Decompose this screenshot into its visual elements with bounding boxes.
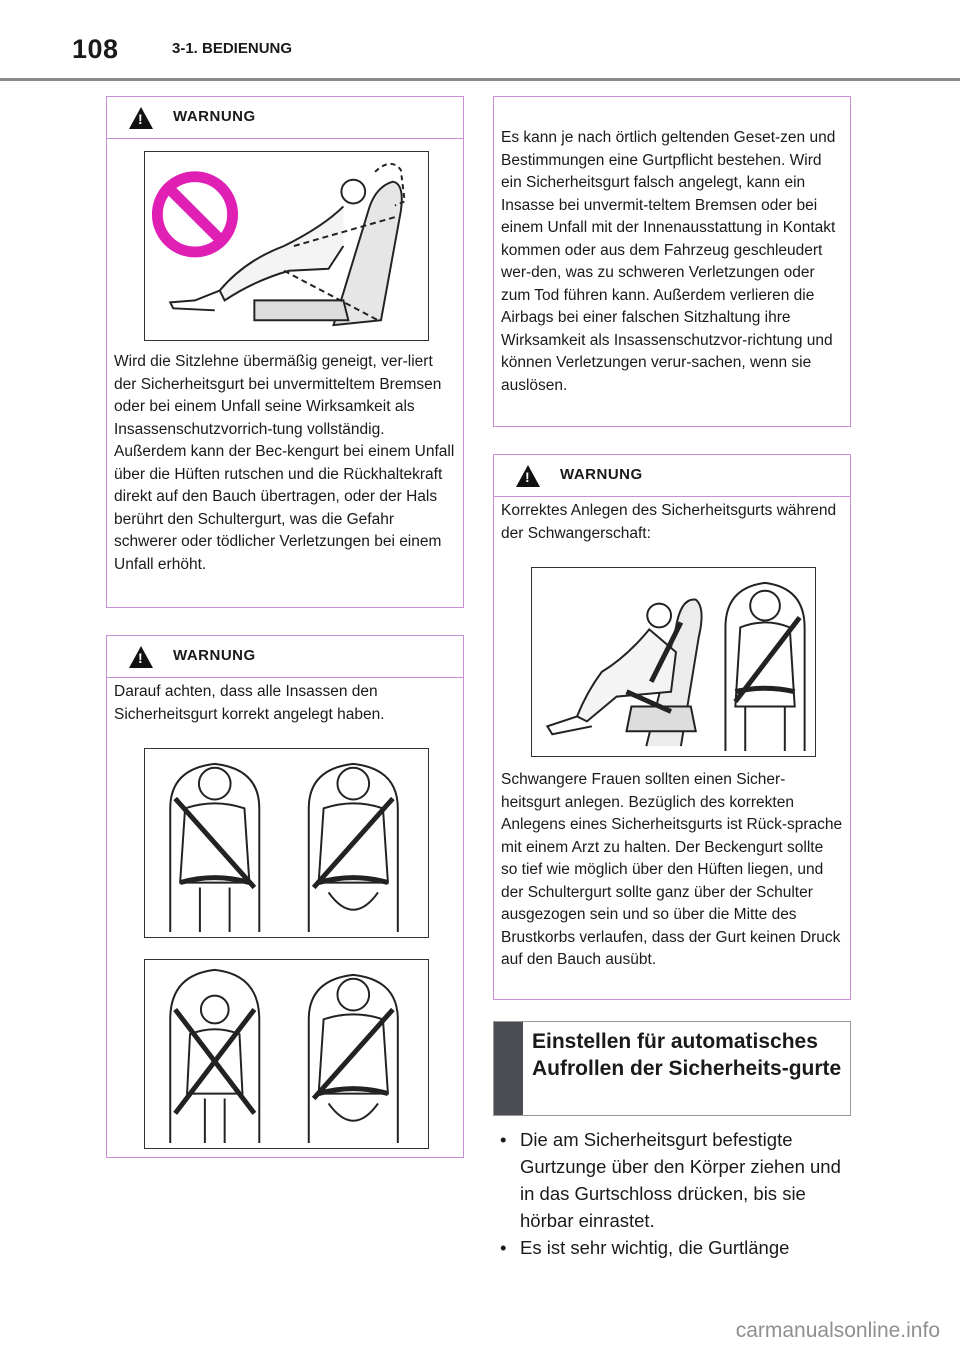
bullet-list [500,1126,860,1261]
warning-title: WARNUNG [173,108,256,125]
warning-body: Darauf achten, dass alle Insassen den Sicherheitsgurt korrekt angelegt haben. [114,683,385,723]
reclined-seat-figure [144,151,429,341]
pregnancy-seatbelt-figure [531,567,816,757]
continuation-box [493,96,851,427]
adults-seatbelt-illustration [145,749,428,937]
section-title: 3-1. BEDIENUNG [172,40,293,57]
warning-title: WARNUNG [560,466,643,483]
section-heading: Einstellen für automatisches Aufrollen der Sicherheits-gurte [532,1030,842,1080]
continuation-body: Es kann je nach örtlich geltenden Geset-zen und Bestimmungen eine Gurtpflicht bestehen. Wird ein Sicherheitsgurt falsch angelegt, kann ein Insasse bei unvermit-teltem Bremsen oder bei einem Unfall mit der Innenausstattung in Kontakt kommen oder aus dem Fahrzeug geschleudert wer-den, was zu schweren Verletzungen oder zum Tod führen kann. Außerdem verlieren die Airbags bei einer falschen Sitzhaltung ihre Wirksamkeit als Insassenschutzvor-richtung und können Verletzungen verur-sachen, wenn sie auslösen. [501,129,836,394]
warning-intro: Korrektes Anlegen des Sicherheitsgurts während der Schwangerschaft: [501,502,837,542]
child-adult-seatbelt-illustration [145,960,428,1148]
warning-box-pregnancy [493,454,851,1000]
bullet-item: • Die am Sicherheitsgurt befestigte Gurtzunge über den Körper ziehen und in das Gurtschloss drücken, bis sie hörbar einrastet. [500,1126,860,1234]
watermark: carmanualsonline.info [735,1319,940,1342]
warning-triangle-icon [129,107,153,129]
warning-triangle-icon [516,465,540,487]
warning-box-reclined-seat [106,96,464,608]
header-divider [0,78,960,81]
warning-body: Schwangere Frauen sollten einen Sicher-heitsgurt anlegen. Bezüglich des korrekten Anlegens eines Sicherheitsgurts ist Rück-sprache mit einem Arzt zu halten. Der Beckengurt sollte so tief wie möglich über den Hüften liegen, und der Schultergurt sollte ganz über der Schulter ausgezogen sein und so über die Mitte des Brustkorbs verlaufen, dass der Gurt keinen Druck auf den Bauch ausübt. [501,771,843,968]
reclined-seat-illustration [145,152,428,340]
pregnancy-seatbelt-illustration [532,568,815,756]
warning-title: WARNUNG [173,647,256,664]
warning-triangle-icon [129,646,153,668]
heading-accent-bar [494,1022,523,1115]
page-number: 108 [72,34,119,64]
bullet-item: • Es ist sehr wichtig, die Gurtlänge [500,1234,860,1261]
warning-body: Wird die Sitzlehne übermäßig geneigt, ver-liert der Sicherheitsgurt bei unvermitteltem Bremsen oder bei einem Unfall seine Wirksamkeit als Insassenschutzvorrich-tung vollständig. Außerdem kann der Bec-kengurt bei einem Unfall über die Hüften rutschen und die Rückhaltekraft direkt auf den Bauch übertragen, oder der Hals berührt den Schultergurt, was die Gefahr schwerer oder tödlicher Verletzungen bei einem Unfall erhöht. [114,353,455,573]
page-header [0,0,960,80]
warning-header [494,455,850,497]
warning-header [107,97,463,139]
child-adult-seatbelt-figure [144,959,429,1149]
warning-box-all-passengers [106,635,464,1158]
warning-header [107,636,463,678]
adults-seatbelt-figure [144,748,429,938]
section-heading-box [493,1021,851,1116]
